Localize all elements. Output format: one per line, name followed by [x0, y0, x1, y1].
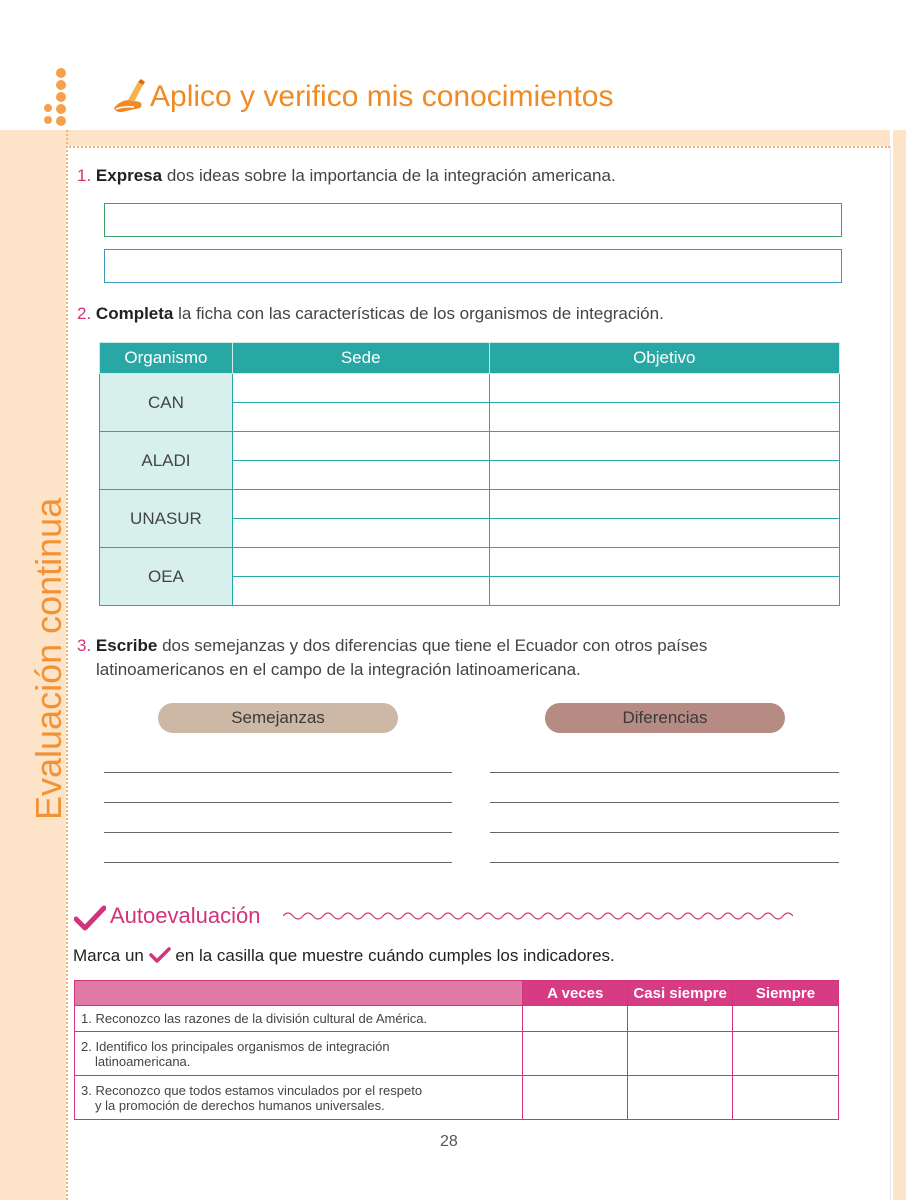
column-header: Siempre: [733, 981, 839, 1006]
table-cell[interactable]: [232, 490, 489, 519]
writing-line[interactable]: [490, 862, 839, 863]
writing-line[interactable]: [104, 832, 452, 833]
semejanzas-label: Semejanzas: [158, 703, 398, 733]
page-number: 28: [440, 1133, 458, 1150]
organism-name: OEA: [100, 548, 233, 606]
table-cell[interactable]: [489, 548, 840, 577]
table-cell[interactable]: [489, 403, 840, 432]
question-text: dos ideas sobre la importancia de la integración americana.: [162, 166, 616, 185]
table-header-blank: [75, 981, 523, 1006]
indicator-text: 3. Reconozco que todos estamos vinculados por el respeto y la promoción de derechos humanos universales.: [75, 1076, 523, 1120]
checkmark-icon: [74, 905, 106, 931]
question-number: 2.: [77, 304, 92, 323]
table-cell[interactable]: [232, 403, 489, 432]
column-header: Sede: [232, 343, 489, 374]
writing-line[interactable]: [490, 802, 839, 803]
wavy-underline: [283, 908, 793, 924]
question-number: 3.: [77, 636, 92, 655]
column-header: Objetivo: [489, 343, 840, 374]
answer-field-2[interactable]: [104, 249, 842, 283]
question-2: [77, 304, 664, 324]
question-text: la ficha con las características de los organismos de integración.: [173, 304, 664, 323]
check-cell[interactable]: [733, 1032, 839, 1076]
diferencias-label: Diferencias: [545, 703, 785, 733]
table-cell[interactable]: [232, 548, 489, 577]
column-header: Organismo: [100, 343, 233, 374]
top-margin-band: [66, 130, 890, 146]
question-3: [77, 636, 707, 656]
question-1: [77, 166, 616, 186]
organism-name: ALADI: [100, 432, 233, 490]
checkmark-icon: [149, 947, 171, 968]
table-cell[interactable]: [489, 490, 840, 519]
table-cell[interactable]: [232, 519, 489, 548]
indicator-text: 2. Identifico los principales organismos de integración latinoamericana.: [75, 1032, 523, 1076]
column-header: Casi siempre: [628, 981, 733, 1006]
check-cell[interactable]: [523, 1076, 628, 1120]
right-margin-band: [893, 130, 906, 1200]
writing-line[interactable]: [104, 772, 452, 773]
check-cell[interactable]: [733, 1076, 839, 1120]
table-cell[interactable]: [232, 461, 489, 490]
pen-hand-icon: [110, 78, 146, 118]
table-cell[interactable]: [232, 577, 489, 606]
organisms-table: [99, 342, 840, 606]
writing-line[interactable]: [104, 862, 452, 863]
side-label: Evaluación continua: [28, 497, 69, 820]
table-cell[interactable]: [489, 577, 840, 606]
autoevaluacion-instruction: Marca un en la casilla que muestre cuándo cumples los indicadores.: [73, 946, 615, 968]
table-cell[interactable]: [489, 374, 840, 403]
table-cell[interactable]: [489, 519, 840, 548]
autoevaluacion-title: Autoevaluación: [110, 903, 261, 928]
question-3-line-2: latinoamericanos en el campo de la integración latinoamericana.: [96, 660, 581, 679]
question-verb: Expresa: [95, 166, 163, 185]
question-verb: Completa: [95, 304, 174, 323]
question-text: dos semejanzas y dos diferencias que tiene el Ecuador con otros países: [157, 636, 708, 655]
check-cell[interactable]: [733, 1006, 839, 1032]
table-cell[interactable]: [232, 374, 489, 403]
organism-name: UNASUR: [100, 490, 233, 548]
check-cell[interactable]: [628, 1032, 733, 1076]
writing-line[interactable]: [490, 832, 839, 833]
organism-name: CAN: [100, 374, 233, 432]
page-title: Aplico y verifico mis conocimientos: [150, 80, 614, 113]
indicator-text: 1. Reconozco las razones de la división cultural de América.: [75, 1006, 523, 1032]
table-cell[interactable]: [489, 461, 840, 490]
table-cell[interactable]: [232, 432, 489, 461]
writing-line[interactable]: [490, 772, 839, 773]
question-verb: Escribe: [95, 636, 158, 655]
self-assessment-table: [74, 980, 839, 1120]
check-cell[interactable]: [523, 1032, 628, 1076]
check-cell[interactable]: [628, 1076, 733, 1120]
check-cell[interactable]: [628, 1006, 733, 1032]
writing-line[interactable]: [104, 802, 452, 803]
table-cell[interactable]: [489, 432, 840, 461]
right-border: [890, 146, 891, 1200]
column-header: A veces: [523, 981, 628, 1006]
question-number: 1.: [77, 166, 92, 185]
answer-field-1[interactable]: [104, 203, 842, 237]
top-dotted-border: [66, 146, 890, 148]
check-cell[interactable]: [523, 1006, 628, 1032]
